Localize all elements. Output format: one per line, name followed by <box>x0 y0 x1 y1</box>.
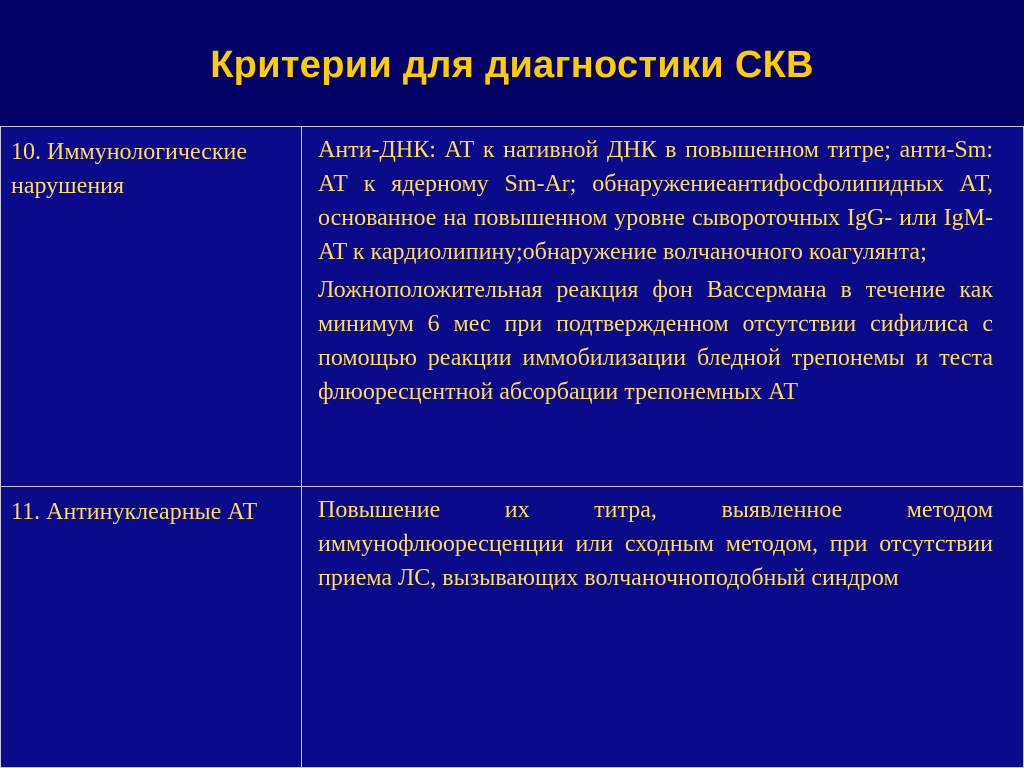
criteria-table <box>0 126 1024 768</box>
description-paragraph: Повышение их титра, выявленное методом иммунофлюоресценции или сходным методом, при отсутствии приема ЛС, вызывающих волчаночноподобный синдром <box>318 497 993 591</box>
description-cell <box>302 127 1024 487</box>
slide-title: Критерии для диагностики СКВ <box>210 44 814 86</box>
criterion-cell <box>1 487 302 768</box>
criterion-label: 10. Иммунологические нарушения <box>11 139 248 199</box>
description-cell <box>302 487 1024 768</box>
table-row <box>1 127 1024 487</box>
description-paragraph: Ложноположительная реакция фон Вассермана в течение как минимум 6 мес при подтвержденном отсутствии сифилиса с помощью реакции иммобилизации бледной трепонемы и теста флюоресцентной абсорбации трепонемных АТ <box>318 277 993 405</box>
table-row <box>1 487 1024 768</box>
criterion-label: 11. Антинуклеарные АТ <box>11 499 258 525</box>
description-paragraph: Анти-ДНК: АТ к нативной ДНК в повышенном титре; анти-Sm: АТ к ядерному Sm-Ar; обнаружениеантифосфолипидных АТ, основанное на повышенном уровне сывороточных IgG- или IgM-AT к кардиолипину;обнаружение волчаночного коагулянта; <box>318 137 993 265</box>
criterion-cell <box>1 127 302 487</box>
